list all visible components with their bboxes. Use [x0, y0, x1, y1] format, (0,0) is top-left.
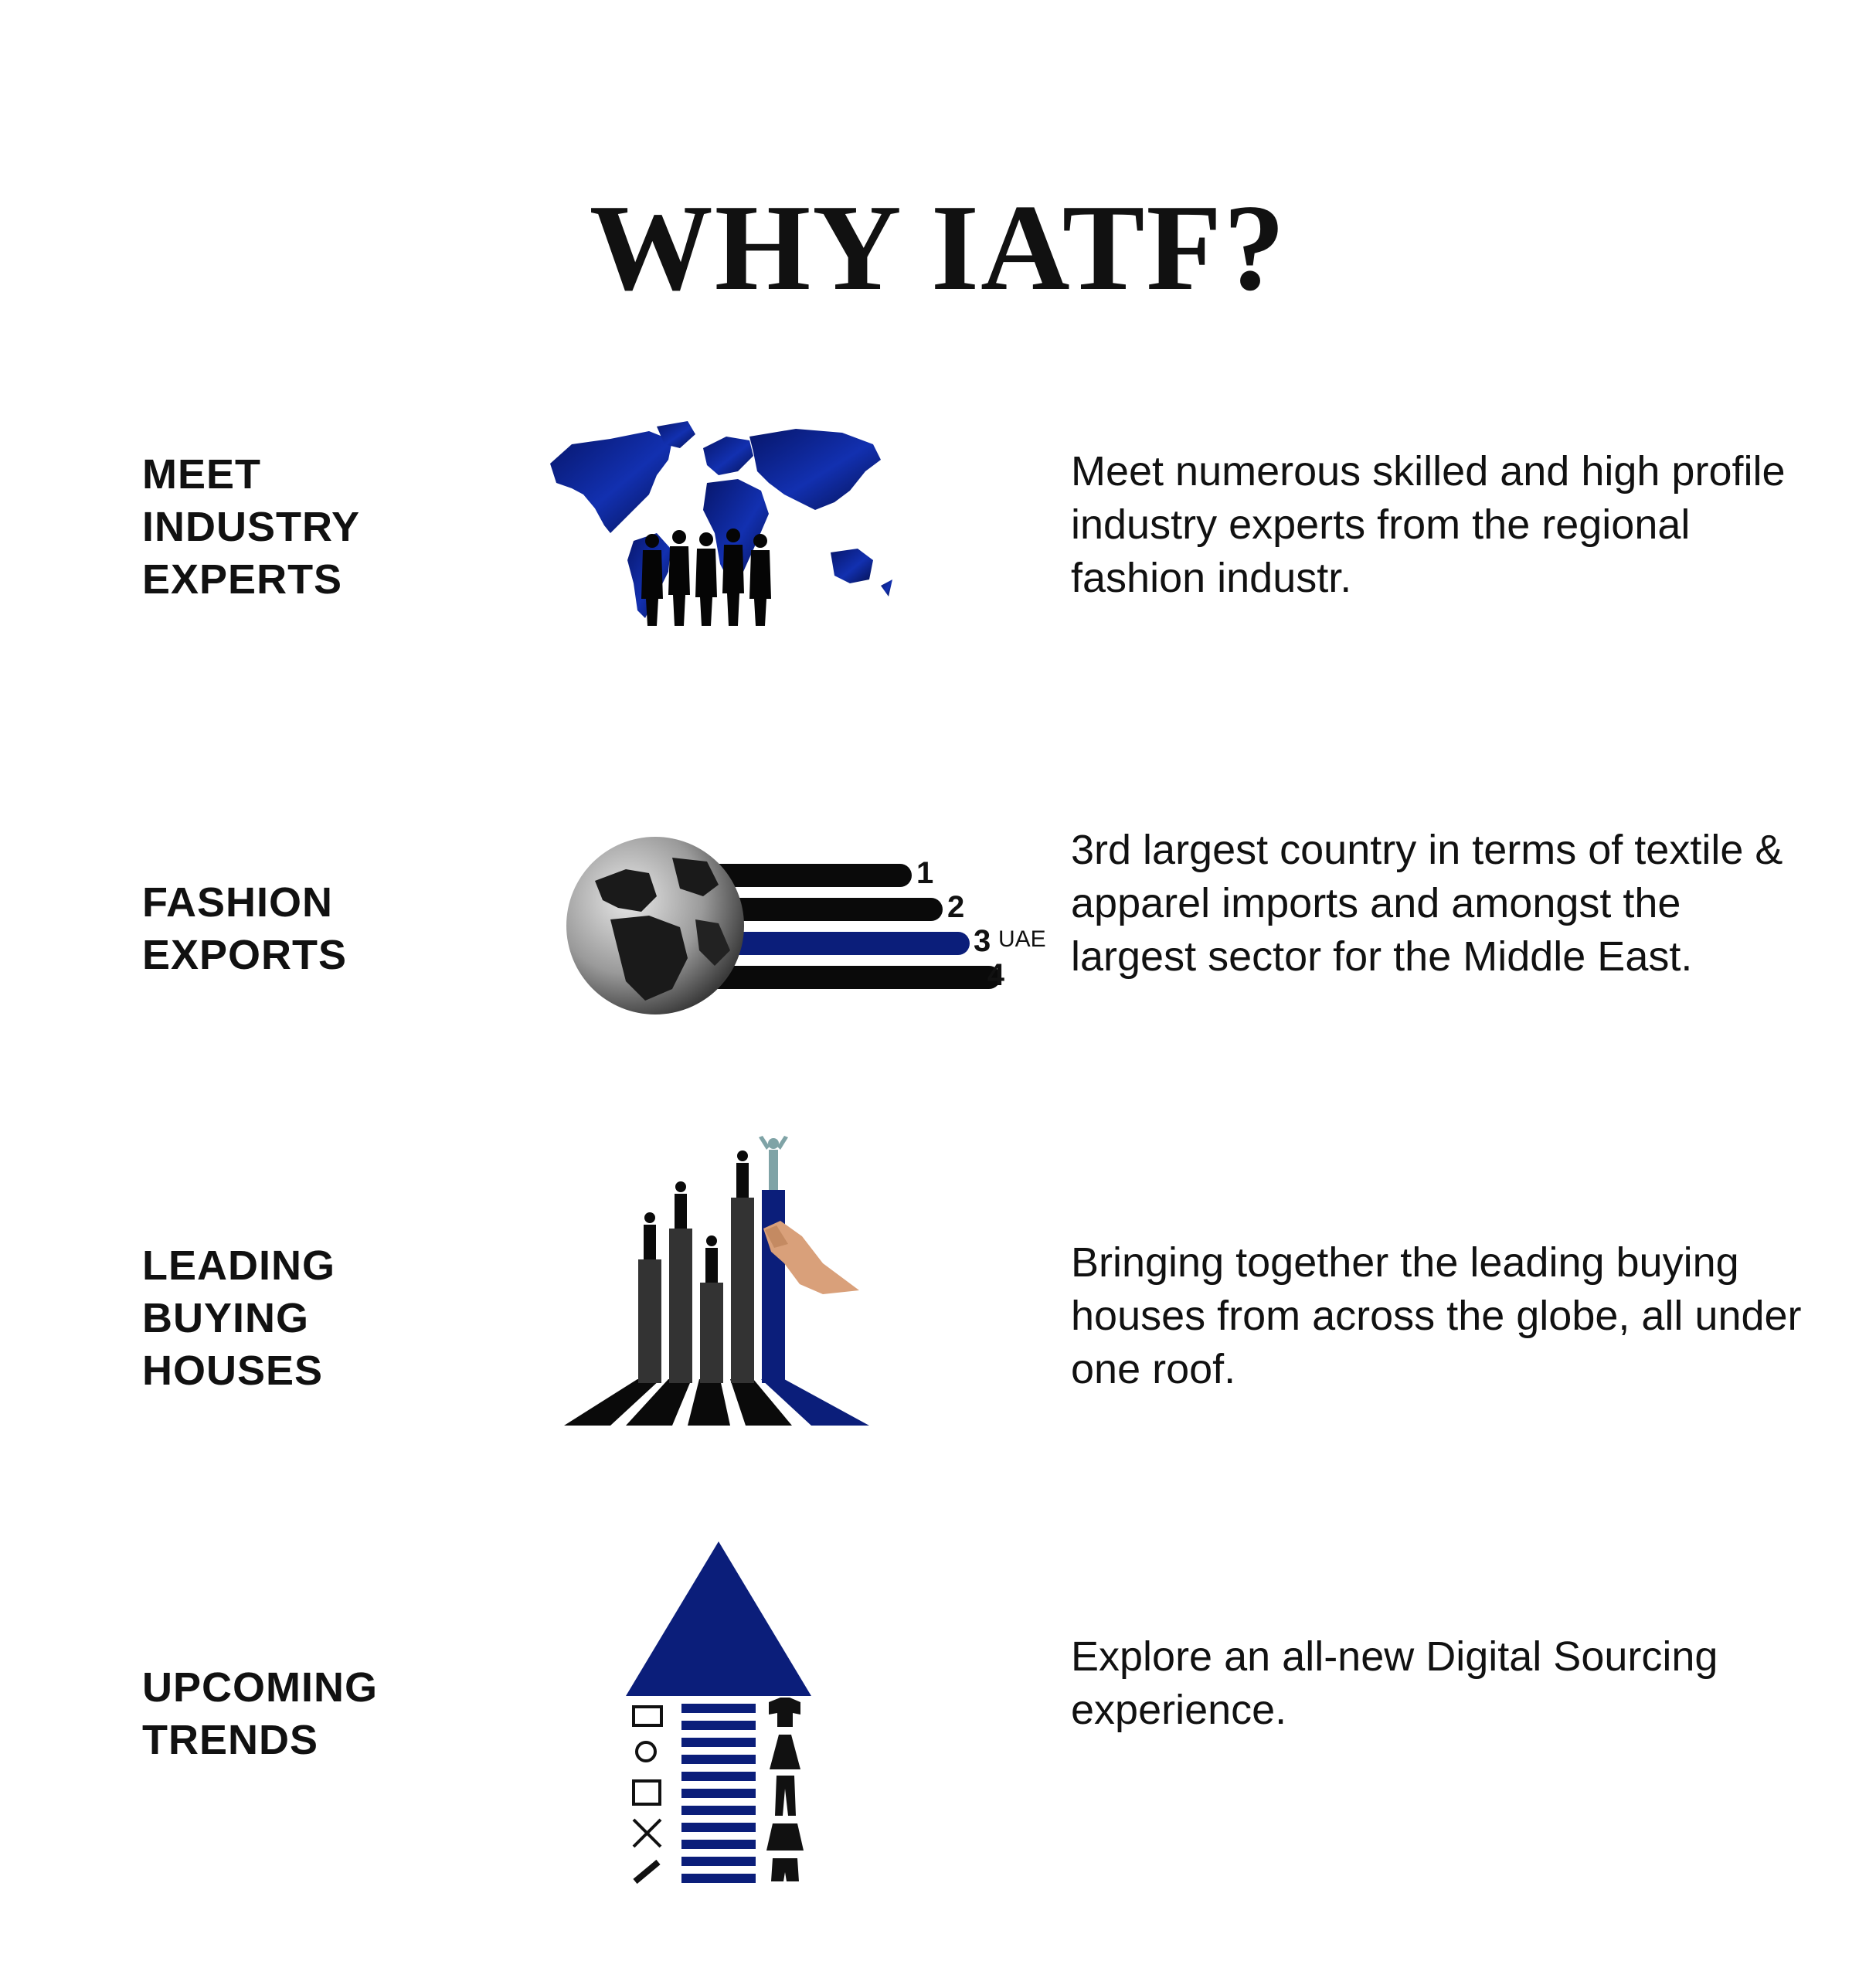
trousers-icon: [775, 1776, 796, 1816]
globe-ranking-icon: [564, 827, 1046, 1020]
scissors-icon: [634, 1820, 661, 1847]
pattern-icon: [634, 1781, 660, 1804]
bar-1: [638, 1259, 661, 1383]
rank-label-3: 3: [974, 924, 991, 958]
bar-4: [731, 1198, 754, 1383]
tshirt-icon: [769, 1698, 800, 1727]
description-leading-buying-houses: Bringing together the leading buying houses from across the globe, all under one roof.: [1071, 1239, 1802, 1392]
arrow-head: [626, 1541, 811, 1696]
description-fashion-exports: 3rd largest country in terms of textile & apparel imports and amongst the largest sector for the Middle East.: [1071, 827, 1783, 980]
dress-icon: [770, 1735, 800, 1769]
bar-5: [762, 1190, 785, 1383]
arrow-stripes: [681, 1704, 756, 1883]
label-upcoming-trends: UPCOMING TRENDS: [142, 1664, 378, 1763]
sewing-machine-icon: [634, 1707, 661, 1725]
rank-highlight-uae: UAE: [998, 926, 1046, 952]
description-upcoming-trends: Explore an all-new Digital Sourcing experience.: [1071, 1633, 1718, 1733]
jacket-icon: [766, 1823, 804, 1851]
bar-3: [700, 1283, 723, 1383]
label-fashion-exports: FASHION EXPORTS: [142, 879, 348, 978]
up-arrow-fashion-icon: [618, 1541, 834, 1912]
world-map-business-people-icon: [541, 417, 896, 634]
rank-label-2: 2: [947, 890, 965, 924]
page-title: WHY IATF?: [589, 178, 1287, 316]
rank-label-4: 4: [987, 958, 1004, 992]
rank-bar-1: [703, 864, 912, 887]
measuring-tape-icon: [635, 1862, 658, 1881]
label-leading-buying-houses: LEADING BUYING HOUSES: [142, 1242, 335, 1394]
description-meet-industry-experts: Meet numerous skilled and high profile industry experts from the regional fashion industr.: [1071, 448, 1786, 601]
rank-label-1: 1: [916, 856, 934, 890]
thread-spool-icon: [637, 1742, 655, 1761]
label-meet-industry-experts: MEET INDUSTRY EXPERTS: [142, 451, 361, 603]
rank-bar-4: [703, 966, 1001, 989]
shorts-icon: [771, 1858, 799, 1881]
bar-podium-people-icon: [556, 1136, 881, 1429]
bar-2: [669, 1229, 692, 1383]
